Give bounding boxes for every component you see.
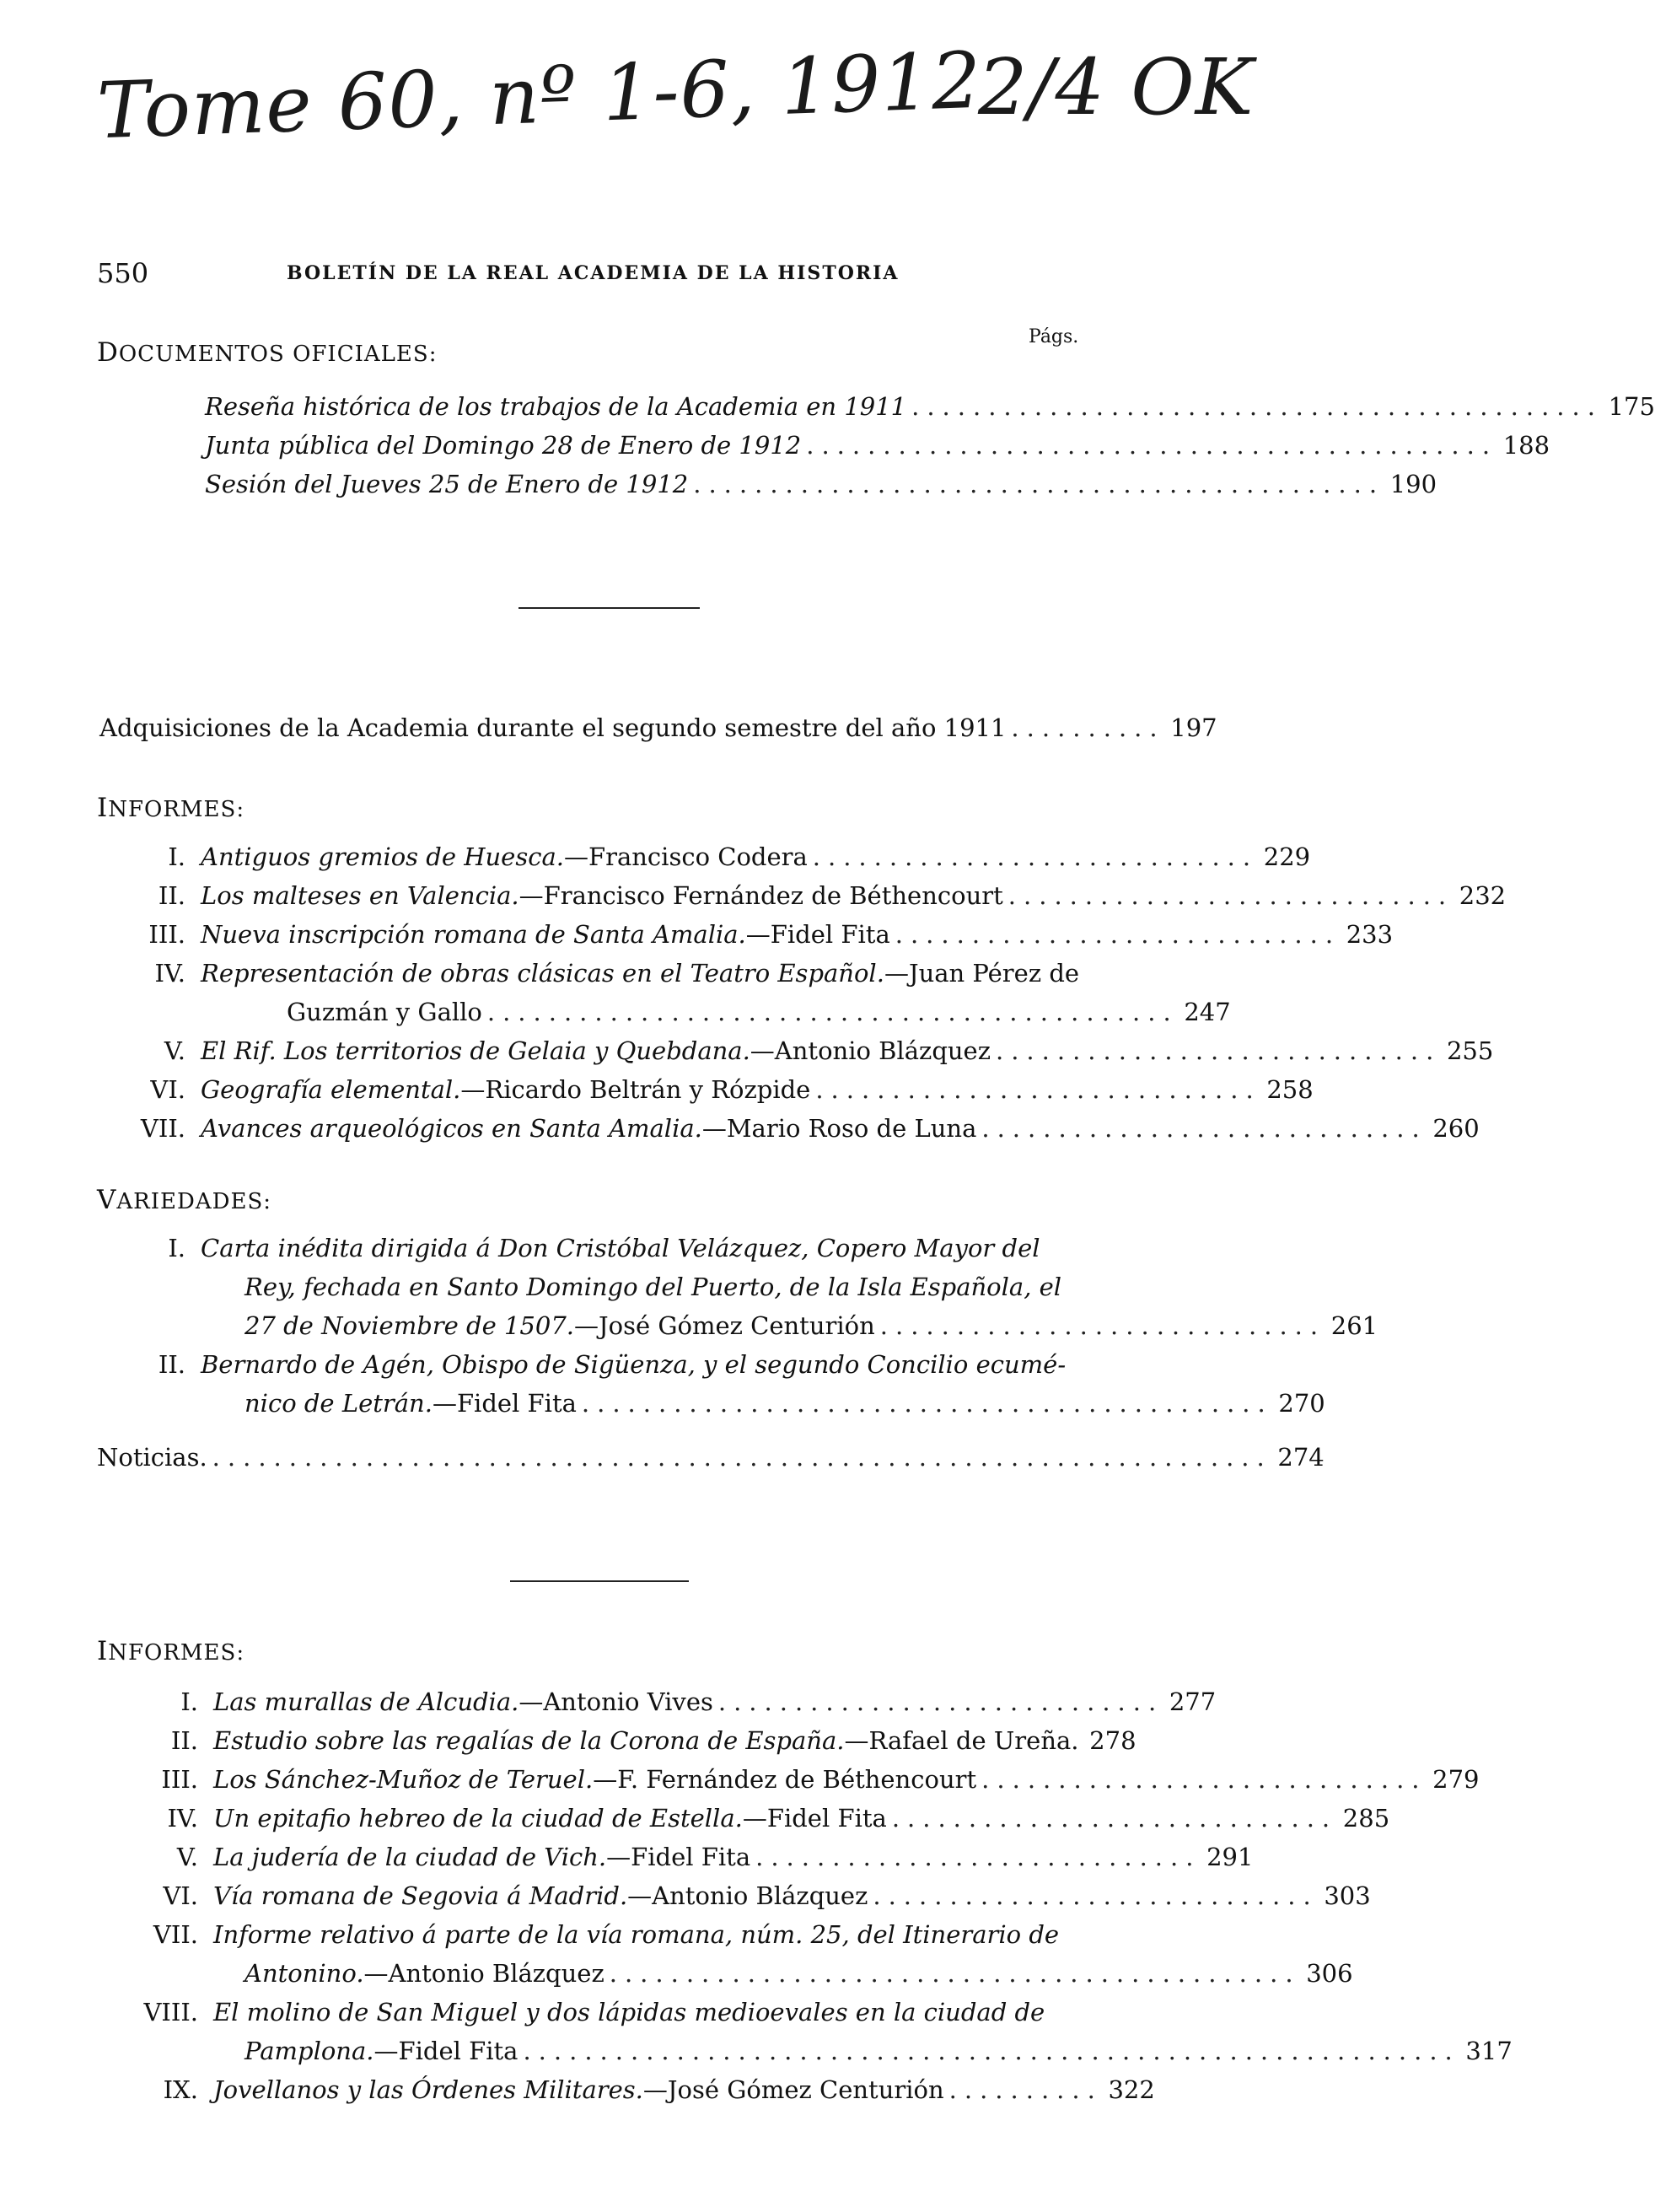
toc-entry — [112, 1995, 1115, 2029]
toc-entry — [99, 1348, 1115, 1381]
entry-author: —Antonio Blázquez — [363, 1959, 605, 1988]
toc-entry — [99, 840, 1311, 874]
dot-leader: .......... — [1011, 713, 1165, 742]
dot-leader: ............................. — [981, 1765, 1427, 1794]
entry-title: Adquisiciones de la Academia durante el segundo semestre del año 1911 — [99, 713, 1007, 742]
toc-entry — [99, 1073, 1314, 1106]
entry-page: 303 — [1324, 1881, 1371, 1910]
entry-page: 260 — [1432, 1114, 1480, 1143]
entry-title: Estudio sobre las regalías de la Corona de España. — [213, 1726, 845, 1755]
entry-numeral: IV. — [154, 959, 185, 988]
entry-numeral: II. — [158, 1350, 185, 1379]
toc-entry — [112, 1801, 1390, 1835]
entry-numeral: I. — [180, 1687, 198, 1716]
dot-leader: ............................................. — [911, 392, 1603, 421]
entry-title: 27 de Noviembre de 1507. — [244, 1311, 574, 1340]
toc-entry — [99, 1111, 1480, 1145]
entry-title: Noticias. — [97, 1443, 207, 1472]
entry-page: 317 — [1465, 2037, 1513, 2065]
entry-numeral: V. — [164, 1036, 185, 1065]
toc-entry — [112, 2073, 1155, 2107]
entry-page: 291 — [1206, 1843, 1254, 1871]
dot-leader: ............................. — [891, 1804, 1338, 1833]
section-heading-documentos: DOCUMENTOS OFICIALES: — [97, 337, 438, 368]
entry-page: 258 — [1266, 1075, 1314, 1104]
toc-entry-continuation — [244, 1309, 1378, 1343]
entry-author: —F. Fernández de Béthencourt — [593, 1765, 977, 1794]
entry-numeral: IV. — [167, 1804, 198, 1833]
entry-numeral: VIII. — [143, 1998, 198, 2026]
entry-author: —Ricardo Beltrán y Rózpide — [460, 1075, 811, 1104]
dot-leader: ............................. — [717, 1687, 1164, 1716]
entry-author: —Fidel Fita — [432, 1389, 577, 1418]
section-heading-informes: INFORMES: — [97, 793, 245, 823]
dot-leader: ............................. — [815, 1075, 1261, 1104]
entry-author: Guzmán y Gallo — [287, 998, 482, 1026]
page-number: 550 — [97, 257, 149, 289]
entry-title: Un epitafio hebreo de la ciudad de Estella. — [213, 1804, 743, 1833]
toc-entry-adquisiciones — [99, 711, 1217, 745]
entry-title: Junta pública del Domingo 28 de Enero de 1912 — [205, 431, 802, 460]
entry-page: 247 — [1184, 998, 1231, 1026]
pags-label: Págs. — [1029, 326, 1079, 347]
dot-leader: ............................. — [996, 1036, 1442, 1065]
dot-leader: ..................................................................... — [212, 1443, 1272, 1472]
entry-title: Avances arqueológicos en Santa Amalia. — [201, 1114, 702, 1143]
entry-numeral: V. — [176, 1843, 198, 1871]
dot-leader: ............................. — [755, 1843, 1201, 1871]
entry-title: Geografía elemental. — [201, 1075, 461, 1104]
toc-entry — [99, 1231, 1115, 1265]
dot-leader: .......... — [948, 2075, 1103, 2104]
dot-leader: ............................. — [879, 1311, 1326, 1340]
entry-title: El Rif. Los territorios de Gelaia y Quebdana. — [201, 1036, 750, 1065]
dot-leader: ............................................. — [806, 431, 1498, 460]
entry-numeral: I. — [168, 1234, 185, 1262]
entry-author: —José Gómez Centurión — [642, 2075, 944, 2104]
entry-author: —Mario Roso de Luna — [701, 1114, 977, 1143]
dot-leader: ............................. — [812, 842, 1259, 871]
entry-page: 270 — [1278, 1389, 1325, 1418]
entry-title: Pamplona. — [244, 2037, 374, 2065]
entry-page: 322 — [1108, 2075, 1155, 2104]
dot-leader: ............................. — [1008, 881, 1454, 910]
entry-page: 261 — [1330, 1311, 1378, 1340]
running-title: BOLETÍN DE LA REAL ACADEMIA DE LA HISTORIA — [287, 262, 900, 284]
entry-page: 188 — [1502, 431, 1550, 460]
section-heading-informes: INFORMES: — [97, 1636, 245, 1666]
entry-author: —Antonio Vives — [519, 1687, 713, 1716]
entry-title: Carta inédita dirigida á Don Cristóbal Velázquez, Copero Mayor del — [201, 1234, 1040, 1262]
entry-numeral: II. — [170, 1726, 198, 1755]
entry-page: 197 — [1170, 713, 1217, 742]
entry-title: Antiguos gremios de Huesca. — [201, 842, 564, 871]
dot-leader: ............................................. — [609, 1959, 1301, 1988]
entry-title: Vía romana de Segovia á Madrid. — [213, 1881, 628, 1910]
entry-author: —Juan Pérez de — [884, 959, 1080, 988]
toc-entry — [112, 1724, 1136, 1757]
toc-entry-continuation — [244, 2034, 1513, 2068]
entry-page: 233 — [1346, 920, 1394, 949]
entry-author: —Rafael de Ureña. — [844, 1726, 1079, 1755]
toc-entry — [112, 1840, 1254, 1874]
entry-title: Reseña histórica de los trabajos de la Academia en 1911 — [205, 392, 907, 421]
section-heading-variedades: VARIEDADES: — [97, 1185, 272, 1215]
toc-entry — [99, 918, 1394, 951]
toc-entry — [205, 390, 1655, 423]
entry-page: 190 — [1389, 470, 1437, 498]
toc-entry — [99, 1034, 1494, 1068]
entry-title: Las murallas de Alcudia. — [213, 1687, 519, 1716]
entry-author: —Francisco Codera — [563, 842, 808, 871]
entry-page: 279 — [1432, 1765, 1480, 1794]
toc-entry — [112, 1918, 1115, 1951]
toc-entry-continuation — [287, 995, 1231, 1029]
dot-leader: ............................. — [981, 1114, 1427, 1143]
entry-numeral: III. — [161, 1765, 198, 1794]
dot-leader: ............................................. — [581, 1389, 1273, 1418]
dot-leader: ............................................................. — [523, 2037, 1460, 2065]
toc-entry — [112, 1763, 1480, 1796]
entry-author: —Fidel Fita — [606, 1843, 751, 1871]
entry-title-continuation: Rey, fechada en Santo Domingo del Puerto, de la Isla Española, el — [244, 1273, 1062, 1301]
toc-entry — [205, 467, 1437, 501]
entry-title: Bernardo de Agén, Obispo de Sigüenza, y el segundo Concilio ecumé- — [201, 1350, 1067, 1379]
dot-leader: ............................................. — [486, 998, 1179, 1026]
toc-entry-continuation — [244, 1386, 1325, 1420]
entry-numeral: IX. — [163, 2075, 198, 2104]
entry-author: —Antonio Blázquez — [627, 1881, 868, 1910]
entry-page: 255 — [1446, 1036, 1494, 1065]
entry-numeral: III. — [148, 920, 185, 949]
entry-title: Nueva inscripción romana de Santa Amalia. — [201, 920, 746, 949]
entry-title: Sesión del Jueves 25 de Enero de 1912 — [205, 470, 689, 498]
handwritten-check-note: 2/4 OK — [978, 42, 1255, 132]
entry-title: nico de Letrán. — [244, 1389, 433, 1418]
entry-page: 277 — [1169, 1687, 1217, 1716]
entry-author: —Antonio Blázquez — [750, 1036, 991, 1065]
entry-title: El molino de San Miguel y dos lápidas medioevales en la ciudad de — [213, 1998, 1045, 2026]
entry-author: —Fidel Fita — [373, 2037, 519, 2065]
entry-author: —José Gómez Centurión — [574, 1311, 875, 1340]
entry-author: —Francisco Fernández de Béthencourt — [519, 881, 1003, 910]
toc-entry — [205, 428, 1550, 462]
entry-page: 285 — [1342, 1804, 1390, 1833]
toc-entry — [99, 879, 1507, 912]
entry-page: 306 — [1306, 1959, 1353, 1988]
entry-page: 278 — [1089, 1726, 1136, 1755]
entry-author: —Fidel Fita — [742, 1804, 887, 1833]
entry-page: 175 — [1608, 392, 1655, 421]
toc-entry-continuation — [244, 1956, 1353, 1990]
entry-title: Los Sánchez-Muñoz de Teruel. — [213, 1765, 594, 1794]
section-divider — [519, 607, 700, 609]
toc-entry — [112, 1879, 1371, 1913]
entry-numeral: II. — [158, 881, 185, 910]
section-divider — [510, 1580, 689, 1582]
entry-numeral: VI. — [163, 1881, 198, 1910]
entry-numeral: VII. — [140, 1114, 185, 1143]
entry-page: 229 — [1263, 842, 1311, 871]
entry-title: Representación de obras clásicas en el Teatro Español. — [201, 959, 884, 988]
toc-entry — [99, 956, 1115, 990]
dot-leader: ............................. — [873, 1881, 1319, 1910]
entry-title: La judería de la ciudad de Vich. — [213, 1843, 607, 1871]
entry-numeral: I. — [168, 842, 185, 871]
entry-title: Antonino. — [244, 1959, 364, 1988]
entry-page: 274 — [1277, 1443, 1325, 1472]
handwritten-volume-note: Tome 60, nº 1-6, 1912 — [95, 35, 984, 157]
entry-page: 232 — [1459, 881, 1507, 910]
toc-entry — [112, 1685, 1217, 1719]
entry-numeral: VII. — [153, 1920, 198, 1949]
entry-title: Informe relativo á parte de la vía romana, núm. 25, del Itinerario de — [213, 1920, 1060, 1949]
dot-leader: ............................. — [895, 920, 1341, 949]
entry-numeral: VI. — [150, 1075, 185, 1104]
entry-title: Los malteses en Valencia. — [201, 881, 519, 910]
running-head — [97, 257, 1113, 291]
dot-leader: ............................................. — [693, 470, 1385, 498]
toc-entry-noticias — [97, 1440, 1325, 1474]
entry-author: —Fidel Fita — [745, 920, 890, 949]
entry-title: Jovellanos y las Órdenes Militares. — [213, 2075, 643, 2104]
